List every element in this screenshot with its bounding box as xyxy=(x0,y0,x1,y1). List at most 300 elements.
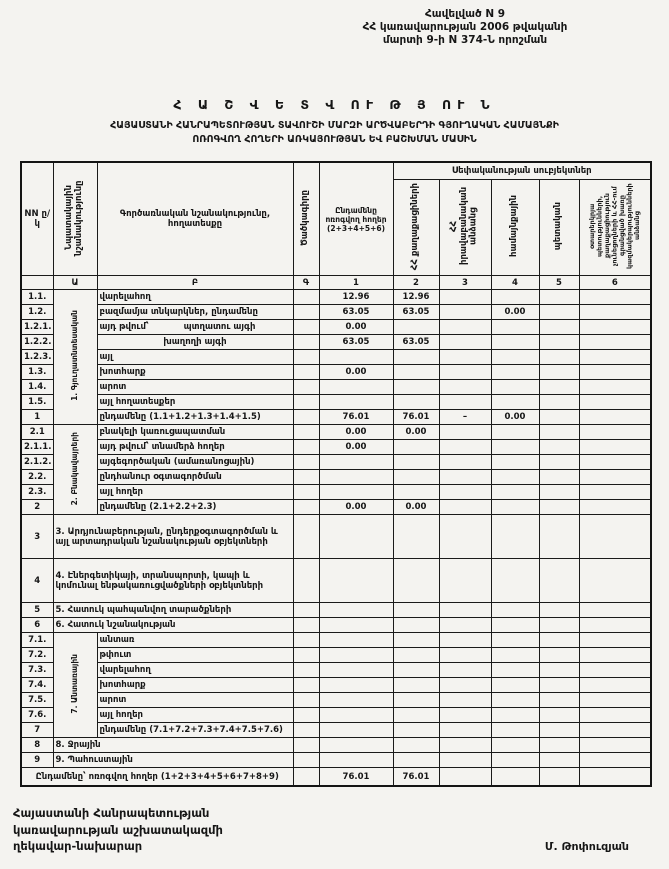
description-text: 4. Էներգետիկայի, տրանսպորտի, կապի և կոմունալ ենթակառուցվածքների օբյեկտների xyxy=(55,570,264,591)
description-cell xyxy=(53,753,293,768)
table-row xyxy=(21,395,651,410)
value-cell xyxy=(393,618,439,633)
column-header-legal-entities xyxy=(439,180,491,276)
column-header-community-label: համայնքային xyxy=(509,195,520,258)
value-cell xyxy=(319,648,393,663)
row-number-cell: 4 xyxy=(21,559,53,603)
table-row xyxy=(21,365,651,380)
value-cell xyxy=(539,678,579,693)
value-cell: 76.01 xyxy=(319,410,393,425)
value-cell xyxy=(579,395,651,410)
value-cell xyxy=(439,708,491,723)
value-cell xyxy=(439,455,491,470)
value-cell xyxy=(491,693,539,708)
description-cell xyxy=(97,335,293,350)
code-cell xyxy=(293,365,319,380)
grand-total-value-cell: 76.01 xyxy=(319,768,393,786)
value-cell xyxy=(491,290,539,305)
column-header-legal-entities-label: ՀՀ իրավաբանական անձանց xyxy=(449,187,479,266)
grand-total-value-cell xyxy=(579,768,651,786)
column-header-foreign-label: օտարերկրյա պետությունների, քաղաքացիություն չունեցողների և ՀՀ-ում գրանցված խառը կազմակերպությունների անձանց xyxy=(587,183,641,270)
table-row xyxy=(21,455,651,470)
value-cell xyxy=(319,559,393,603)
column-letter: 4 xyxy=(491,276,539,290)
value-cell xyxy=(539,380,579,395)
column-letter: 5 xyxy=(539,276,579,290)
value-cell xyxy=(539,500,579,515)
value-cell xyxy=(579,603,651,618)
value-cell xyxy=(319,693,393,708)
description-cell xyxy=(97,708,293,723)
value-cell xyxy=(491,663,539,678)
grand-total-label: Ընդամենը՝ ոռոգվող հողեր (1+2+3+4+5+6+7+8+9) xyxy=(21,768,293,786)
code-cell xyxy=(293,708,319,723)
value-cell xyxy=(539,290,579,305)
report-subtitle-line-1: ՀԱՅԱՍՏԱՆԻ ՀԱՆՐԱՊԵՏՈՒԹՅԱՆ ՏԱՎՈՒՇԻ ՄԱՐԶԻ ԱՐԾՎԱԲԵՐԴԻ ԳՅՈՒՂԱԿԱՆ ՀԱՄԱՅՆՔԻ xyxy=(110,120,559,132)
value-cell xyxy=(393,708,439,723)
value-cell xyxy=(393,723,439,738)
value-cell xyxy=(539,559,579,603)
value-cell xyxy=(393,633,439,648)
table-row xyxy=(21,753,651,768)
value-cell xyxy=(539,618,579,633)
description-cell xyxy=(97,350,293,365)
code-cell xyxy=(293,410,319,425)
value-cell xyxy=(579,380,651,395)
value-cell: – xyxy=(439,410,491,425)
value-cell xyxy=(439,485,491,500)
row-number-cell: 1 xyxy=(21,410,53,425)
column-letter-row xyxy=(21,276,651,290)
value-cell: 0.00 xyxy=(491,410,539,425)
row-number-cell: 2.2. xyxy=(21,470,53,485)
table-row xyxy=(21,633,651,648)
table-row xyxy=(21,320,651,335)
value-cell xyxy=(539,350,579,365)
description-text: 5. Հատուկ պահպանվող տարածքների xyxy=(55,605,232,616)
column-header-state-label: պետական xyxy=(553,202,564,251)
row-number-cell: 1.2.3. xyxy=(21,350,53,365)
description-cell xyxy=(97,305,293,320)
row-number-cell: 8 xyxy=(21,738,53,753)
column-header-purpose xyxy=(53,162,97,276)
description-cell xyxy=(97,290,293,305)
table-row xyxy=(21,410,651,425)
row-number-cell: 7.3. xyxy=(21,663,53,678)
value-cell xyxy=(491,648,539,663)
value-cell xyxy=(579,753,651,768)
appendix-line-3: մարտի 9-ի N 374-Ն որոշման xyxy=(382,34,548,47)
description-cell xyxy=(97,380,293,395)
code-cell xyxy=(293,678,319,693)
footer-line-1: Հայաստանի Հանրապետության xyxy=(13,805,210,820)
category-label: 7. Անտառային xyxy=(69,654,79,714)
value-cell xyxy=(393,455,439,470)
column-letter: 3 xyxy=(439,276,491,290)
value-cell xyxy=(439,365,491,380)
value-cell xyxy=(539,320,579,335)
appendix-line-1: Հավելված N 9 xyxy=(424,8,506,20)
value-cell xyxy=(439,648,491,663)
value-cell xyxy=(579,723,651,738)
value-cell xyxy=(319,380,393,395)
value-cell xyxy=(579,500,651,515)
row-number-cell: 5 xyxy=(21,603,53,618)
code-cell xyxy=(293,559,319,603)
value-cell xyxy=(579,693,651,708)
row-number-cell: 3 xyxy=(21,515,53,559)
value-cell xyxy=(539,335,579,350)
value-cell xyxy=(491,559,539,603)
value-cell xyxy=(539,455,579,470)
description-cell xyxy=(97,440,293,455)
value-cell xyxy=(439,559,491,603)
value-cell xyxy=(393,738,439,753)
description-text: ընդամենը (7.1+7.2+7.3+7.4+7.5+7.6) xyxy=(99,725,283,736)
code-cell xyxy=(293,455,319,470)
code-cell xyxy=(293,290,319,305)
value-cell xyxy=(439,350,491,365)
value-cell xyxy=(439,320,491,335)
row-number-cell: 2.1.2. xyxy=(21,455,53,470)
code-cell xyxy=(293,753,319,768)
code-cell xyxy=(293,663,319,678)
description-text: բազմամյա տնկարկներ, ընդամենը xyxy=(99,307,258,318)
value-cell xyxy=(393,365,439,380)
description-text: խոտհարք xyxy=(99,680,146,691)
description-text: վարելահող xyxy=(99,665,151,676)
footer-office-title xyxy=(13,805,223,855)
description-text: ընդհանուր օգտագործման xyxy=(99,472,222,483)
column-header-total: Ընդամենը ոռոգվող հողեր (2+3+4+5+6) xyxy=(319,162,393,276)
appendix-note xyxy=(300,8,630,47)
row-number-cell: 9 xyxy=(21,753,53,768)
report-subtitle xyxy=(0,119,669,147)
value-cell: 63.05 xyxy=(319,335,393,350)
description-cell xyxy=(97,485,293,500)
column-header-nn: NN ը/կ xyxy=(21,162,53,276)
description-cell xyxy=(97,648,293,663)
report-subtitle-line-2: ՈՌՈԳՎՈՂ ՀՈՂԵՐԻ ԱՌԿԱՅՈՒԹՅԱՆ ԵՎ ԲԱՇԽՄԱՆ ՄԱՍԻՆ xyxy=(192,134,477,146)
value-cell: 0.00 xyxy=(491,305,539,320)
table-row xyxy=(21,693,651,708)
value-cell xyxy=(319,603,393,618)
code-cell xyxy=(293,335,319,350)
value-cell xyxy=(393,663,439,678)
description-text: 9. Պահուստային xyxy=(55,755,133,766)
value-cell xyxy=(319,470,393,485)
value-cell xyxy=(439,723,491,738)
description-cell xyxy=(97,455,293,470)
column-header-state xyxy=(539,180,579,276)
value-cell xyxy=(491,603,539,618)
value-cell xyxy=(539,723,579,738)
value-cell xyxy=(579,290,651,305)
value-cell xyxy=(539,603,579,618)
signature-name: Մ. Թոփուզյան xyxy=(544,839,629,853)
description-text: արոտ xyxy=(99,382,127,393)
value-cell xyxy=(579,410,651,425)
row-number-cell: 2.1.1. xyxy=(21,440,53,455)
value-cell xyxy=(491,633,539,648)
value-cell xyxy=(539,365,579,380)
table-row xyxy=(21,515,651,559)
value-cell xyxy=(319,618,393,633)
value-cell xyxy=(579,365,651,380)
value-cell xyxy=(319,738,393,753)
row-number-cell: 1.2.2. xyxy=(21,335,53,350)
grand-total-value-cell xyxy=(491,768,539,786)
value-cell xyxy=(579,515,651,559)
code-cell xyxy=(293,603,319,618)
value-cell xyxy=(393,559,439,603)
description-cell xyxy=(53,515,293,559)
row-number-cell: 1.2.1. xyxy=(21,320,53,335)
description-text: 6. Հատուկ նշանակության xyxy=(55,620,176,631)
description-cell xyxy=(97,410,293,425)
column-header-citizens xyxy=(393,180,439,276)
value-cell xyxy=(393,678,439,693)
description-text: այլ հողեր xyxy=(99,487,143,498)
value-cell xyxy=(539,470,579,485)
value-cell xyxy=(579,470,651,485)
value-cell xyxy=(491,335,539,350)
value-cell xyxy=(539,663,579,678)
description-text: այլ հողեր xyxy=(99,710,143,721)
value-cell xyxy=(439,425,491,440)
row-number-cell: 2.3. xyxy=(21,485,53,500)
value-cell xyxy=(579,678,651,693)
value-cell xyxy=(439,500,491,515)
value-cell xyxy=(539,395,579,410)
value-cell: 0.00 xyxy=(319,365,393,380)
column-letter: Գ xyxy=(293,276,319,290)
code-cell xyxy=(293,440,319,455)
description-text: թփուտ xyxy=(99,650,132,661)
value-cell xyxy=(539,648,579,663)
value-cell: 76.01 xyxy=(393,410,439,425)
footer-line-3: ղեկավար-նախարար xyxy=(13,839,143,854)
value-cell xyxy=(393,753,439,768)
value-cell xyxy=(579,320,651,335)
title-block xyxy=(0,97,669,147)
value-cell xyxy=(539,633,579,648)
value-cell xyxy=(579,425,651,440)
row-number-cell: 7.5. xyxy=(21,693,53,708)
value-cell xyxy=(579,633,651,648)
value-cell xyxy=(539,753,579,768)
table-row xyxy=(21,663,651,678)
value-cell xyxy=(539,410,579,425)
description-cell xyxy=(97,320,293,335)
row-number-cell: 1.5. xyxy=(21,395,53,410)
value-cell xyxy=(579,708,651,723)
value-cell xyxy=(539,515,579,559)
table-row xyxy=(21,723,651,738)
description-cell xyxy=(53,559,293,603)
value-cell xyxy=(319,723,393,738)
value-cell xyxy=(439,335,491,350)
value-cell xyxy=(393,693,439,708)
value-cell xyxy=(579,618,651,633)
value-cell: 12.96 xyxy=(393,290,439,305)
table-row xyxy=(21,648,651,663)
value-cell xyxy=(579,663,651,678)
value-cell xyxy=(491,618,539,633)
category-cell xyxy=(53,633,97,738)
grand-total-value-cell xyxy=(439,768,491,786)
value-cell xyxy=(319,485,393,500)
column-letter: 1 xyxy=(319,276,393,290)
value-cell xyxy=(579,648,651,663)
description-text: 8. Ջրային xyxy=(55,740,101,751)
value-cell xyxy=(491,723,539,738)
value-cell: 0.00 xyxy=(319,440,393,455)
row-number-cell: 7.2. xyxy=(21,648,53,663)
value-cell xyxy=(393,515,439,559)
value-cell xyxy=(439,678,491,693)
value-cell xyxy=(439,618,491,633)
description-cell xyxy=(97,365,293,380)
code-cell xyxy=(293,350,319,365)
value-cell: 63.05 xyxy=(319,305,393,320)
value-cell xyxy=(393,603,439,618)
column-letter: Ա xyxy=(53,276,97,290)
table-row xyxy=(21,440,651,455)
value-cell xyxy=(393,648,439,663)
value-cell xyxy=(393,395,439,410)
description-cell xyxy=(97,470,293,485)
value-cell xyxy=(491,753,539,768)
description-text: 3. Արդյունաբերության, ընդերքօգտագործման և այլ արտադրական նշանակության օբյեկտների xyxy=(55,526,278,547)
value-cell xyxy=(579,559,651,603)
value-cell: 0.00 xyxy=(393,425,439,440)
value-cell xyxy=(439,440,491,455)
description-text: խաղողի այգի xyxy=(163,337,227,348)
value-cell xyxy=(491,678,539,693)
value-cell: 0.00 xyxy=(319,500,393,515)
value-cell xyxy=(491,500,539,515)
description-cell xyxy=(97,678,293,693)
row-number-cell: 7.1. xyxy=(21,633,53,648)
value-cell: 0.00 xyxy=(319,320,393,335)
row-number-cell: 6 xyxy=(21,618,53,633)
table-row xyxy=(21,335,651,350)
description-text: անտառ xyxy=(99,635,135,646)
value-cell xyxy=(491,395,539,410)
value-cell xyxy=(439,515,491,559)
row-number-cell: 7.4. xyxy=(21,678,53,693)
code-cell xyxy=(293,320,319,335)
grand-total-value-cell xyxy=(539,768,579,786)
column-header-foreign xyxy=(579,180,651,276)
value-cell xyxy=(491,440,539,455)
table-row xyxy=(21,485,651,500)
value-cell: 63.05 xyxy=(393,335,439,350)
description-text: խոտհարք xyxy=(99,367,146,378)
description-text: ընդամենը (1.1+1.2+1.3+1.4+1.5) xyxy=(99,412,261,423)
code-cell xyxy=(293,395,319,410)
value-cell: 0.00 xyxy=(393,500,439,515)
row-number-cell: 1.3. xyxy=(21,365,53,380)
value-cell xyxy=(579,455,651,470)
table-row xyxy=(21,559,651,603)
value-cell xyxy=(491,515,539,559)
value-cell xyxy=(319,663,393,678)
column-header-community xyxy=(491,180,539,276)
table-row xyxy=(21,380,651,395)
value-cell xyxy=(491,425,539,440)
description-cell xyxy=(53,618,293,633)
value-cell xyxy=(393,320,439,335)
value-cell xyxy=(393,380,439,395)
value-cell xyxy=(439,470,491,485)
column-letter: 6 xyxy=(579,276,651,290)
column-letter: 2 xyxy=(393,276,439,290)
value-cell xyxy=(491,365,539,380)
value-cell xyxy=(439,305,491,320)
table-row xyxy=(21,425,651,440)
report-title: Հ Ա Շ Վ Ե Տ Վ ՈՒ Թ Յ ՈՒ Ն xyxy=(173,97,496,113)
value-cell xyxy=(539,738,579,753)
value-cell xyxy=(439,663,491,678)
column-header-code xyxy=(293,162,319,276)
code-cell xyxy=(293,618,319,633)
table-row xyxy=(21,290,651,305)
value-cell xyxy=(319,708,393,723)
value-cell xyxy=(319,753,393,768)
value-cell xyxy=(491,455,539,470)
grand-total-code-cell xyxy=(293,768,319,786)
value-cell xyxy=(539,708,579,723)
row-number-cell: 2.1 xyxy=(21,425,53,440)
value-cell xyxy=(491,350,539,365)
description-cell xyxy=(53,738,293,753)
category-label: 2. Բնակավայրերի xyxy=(69,431,79,506)
description-text: պտղատու այգի xyxy=(183,322,256,333)
table-body xyxy=(21,290,651,768)
description-cell xyxy=(97,723,293,738)
code-cell xyxy=(293,515,319,559)
row-number-cell: 7.6. xyxy=(21,708,53,723)
description-text: այլ հողատեսքեր xyxy=(99,397,176,408)
value-cell xyxy=(439,738,491,753)
code-cell xyxy=(293,485,319,500)
value-cell xyxy=(393,470,439,485)
column-header-citizens-label: ՀՀ քաղաքացիների xyxy=(410,182,421,270)
category-label: 1. Գյուղատնտեսական xyxy=(69,310,79,402)
value-cell xyxy=(491,738,539,753)
row-number-cell: 1.4. xyxy=(21,380,53,395)
value-cell xyxy=(539,693,579,708)
value-cell xyxy=(491,485,539,500)
value-cell xyxy=(491,320,539,335)
value-cell xyxy=(491,470,539,485)
value-cell xyxy=(579,305,651,320)
row-number-cell: 1.1. xyxy=(21,290,53,305)
table-row xyxy=(21,500,651,515)
description-text: այլ xyxy=(99,352,113,363)
code-cell xyxy=(293,500,319,515)
value-cell: 63.05 xyxy=(393,305,439,320)
value-cell xyxy=(393,350,439,365)
category-cell xyxy=(53,425,97,515)
column-header-code-label: Ծածկագիրը xyxy=(300,189,311,246)
description-cell xyxy=(97,425,293,440)
appendix-line-2: ՀՀ կառավարության 2006 թվականի xyxy=(362,21,568,34)
row-number-cell: 7 xyxy=(21,723,53,738)
table-row xyxy=(21,708,651,723)
